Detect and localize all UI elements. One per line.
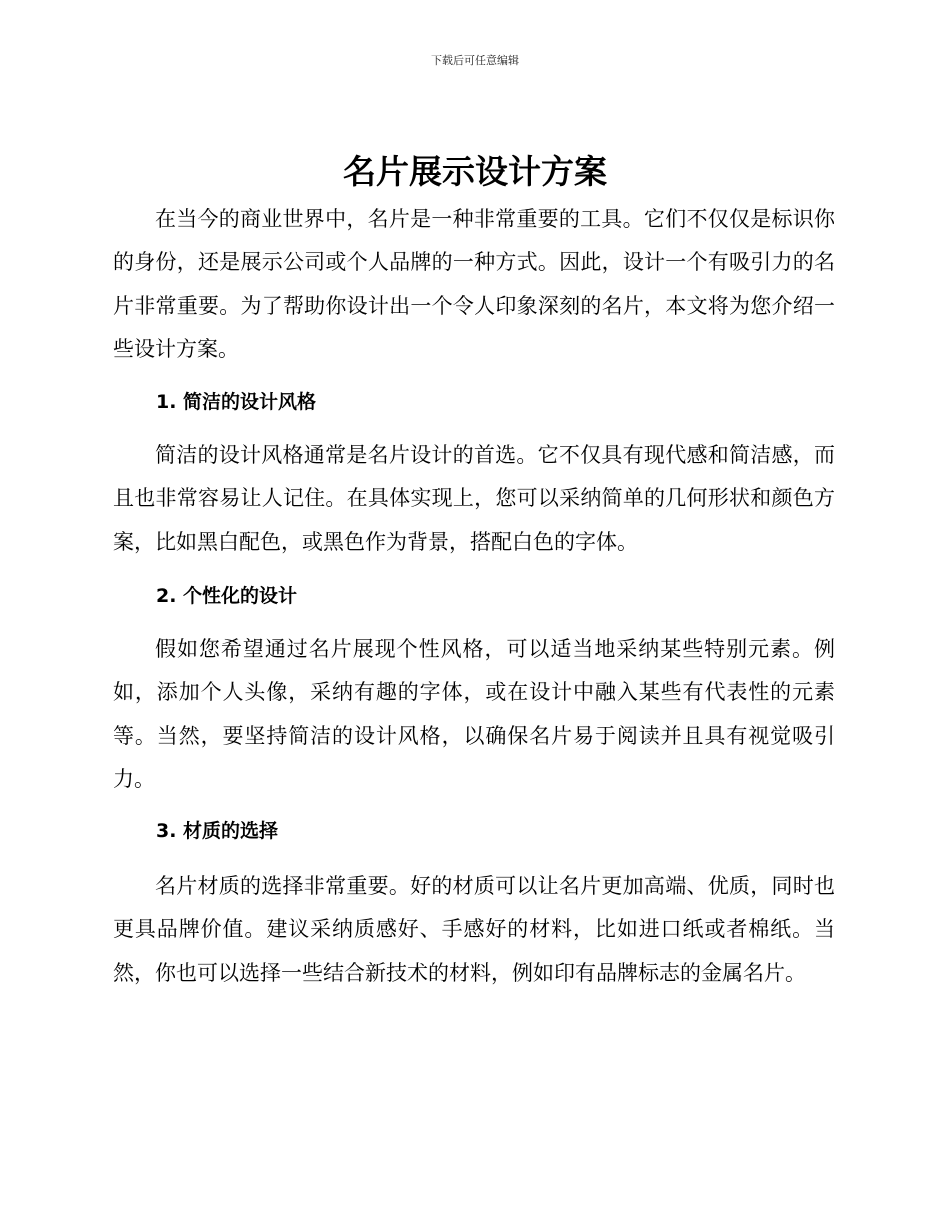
section-heading-1: 1. 简洁的设计风格 [156,391,317,413]
page-header-note: 下载后可任意编辑 [431,54,519,67]
section-body-3: 名片材质的选择非常重要。好的材质可以让名片更加高端、优质，同时也更具品牌价值。建议采纳质感好、手感好的材料，比如进口纸或者棉纸。当然，你也可以选择一些结合新技术的材料，例如印有品牌标志的金属名片。 [113,874,835,985]
section-heading-2: 2. 个性化的设计 [156,585,298,607]
intro-paragraph: 在当今的商业世界中，名片是一种非常重要的工具。它们不仅仅是标识你的身份，还是展示公司或个人品牌的一种方式。因此，设计一个有吸引力的名片非常重要。为了帮助你设计出一个令人印象深刻的名片，本文将为您介绍一些设计方案。 [113,207,835,361]
document-title: 名片展示设计方案 [343,152,607,191]
section-heading-3: 3. 材质的选择 [156,820,279,842]
section-body-2: 假如您希望通过名片展现个性风格，可以适当地采纳某些特别元素。例如，添加个人头像，采纳有趣的字体，或在设计中融入某些有代表性的元素等。当然，要坚持简洁的设计风格，以确保名片易于阅读并且具有视觉吸引力。 [113,637,835,791]
section-body-1: 简洁的设计风格通常是名片设计的首选。它不仅具有现代感和简洁感，而且也非常容易让人记住。在具体实现上，您可以采纳简单的几何形状和颜色方案，比如黑白配色，或黑色作为背景，搭配白色的字体。 [113,443,835,554]
